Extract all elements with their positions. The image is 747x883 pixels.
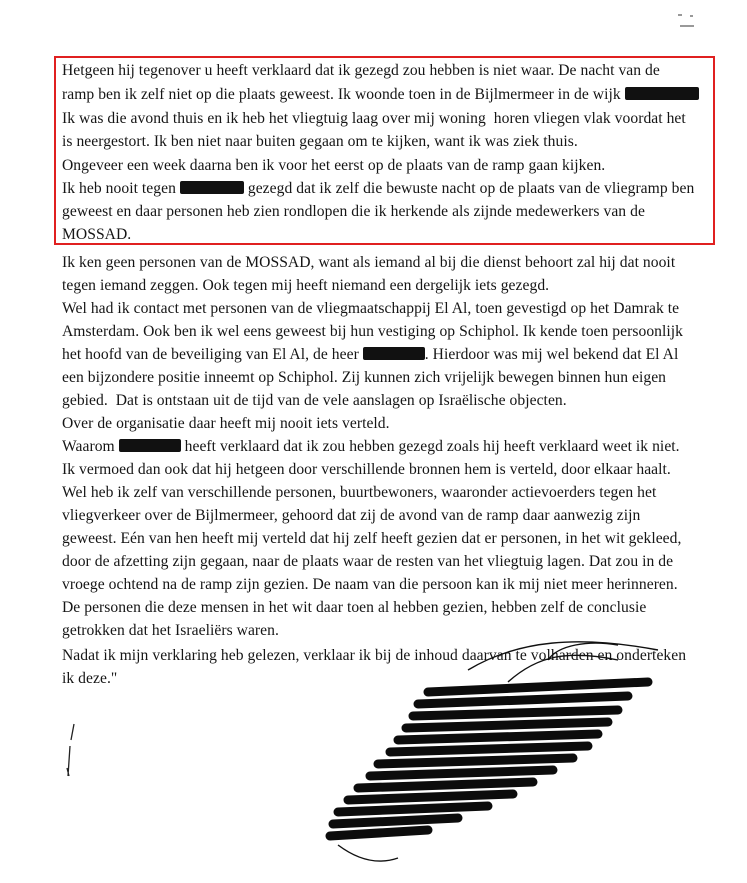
text-line: Ik heb nooit tegen gezegd dat ik zelf die bewuste nacht op de plaats van de vliegramp ben: [62, 180, 695, 197]
text-line: Hetgeen hij tegenover u heeft verklaard dat ik gezegd zou hebben is niet waar. De nacht van de: [62, 62, 660, 79]
text-line: ik deze.": [62, 670, 118, 687]
margin-mark: [58, 720, 88, 780]
text-line: Ongeveer een week daarna ben ik voor het eerst op de plaats van de ramp gaan kijken.: [62, 157, 606, 174]
text-line: Ik was die avond thuis en ik heb het vliegtuig laag over mij woning horen vliegen vlak voordat het: [62, 110, 686, 127]
text-line: Nadat ik mijn verklaring heb gelezen, verklaar ik bij de inhoud daarvan te volharden en onderteken: [62, 647, 687, 664]
redacted-signature-scribble: [318, 630, 678, 880]
text-line: gebied. Dat is ontstaan uit de tijd van de vele aanslagen op Israëlische objecten.: [62, 392, 567, 409]
text-line: Ik ken geen personen van de MOSSAD, want als iemand al bij die dienst behoort zal hij dat nooit: [62, 254, 676, 271]
redaction-bar: [625, 87, 699, 100]
text-line: geweest. Eén van hen heeft mij verteld dat hij zelf heeft gezien dat er personen, in het wit gekleed,: [62, 530, 682, 547]
text-line: Waarom heeft verklaard dat ik zou hebben gezegd zoals hij heeft verklaard weet ik niet.: [62, 438, 680, 455]
text-line: getrokken dat het Israeliërs waren.: [62, 622, 279, 639]
text-line: De personen die deze mensen in het wit daar toen al hebben gezien, hebben zelf de conclusie: [62, 599, 647, 616]
text-line: het hoofd van de beveiliging van El Al, de heer . Hierdoor was mij wel bekend dat El Al: [62, 346, 679, 363]
text-line: door de afzetting zijn gegaan, naar de plaats waar de resten van het vliegtuig lagen. Dat zou in de: [62, 553, 674, 570]
redaction-bar: [180, 181, 244, 194]
text-line: Over de organisatie daar heeft mij nooit iets verteld.: [62, 415, 390, 432]
text-line: vliegverkeer over de Bijlmermeer, gehoord dat zij de avond van de ramp daar aanwezig zijn: [62, 507, 641, 524]
text-line: Wel heb ik zelf van verschillende personen, buurtbewoners, waaronder actievoerders tegen het: [62, 484, 657, 501]
text-line: vroege ochtend na de ramp zijn gezien. De naam van die persoon kan ik mij niet meer herinneren.: [62, 576, 678, 593]
text-line: een bijzondere positie inneemt op Schiphol. Zij kunnen zich vrijelijk bewegen binnen hun eigen: [62, 369, 667, 386]
text-line: Wel had ik contact met personen van de vliegmaatschappij El Al, toen gevestigd op het Damrak te: [62, 300, 680, 317]
text-line: Ik vermoed dan ook dat hij hetgeen door verschillende bronnen hem is verteld, door elkaar haalt.: [62, 461, 671, 478]
text-line: geweest en daar personen heb zien rondlopen die ik herkende als zijnde medewerkers van de: [62, 203, 645, 220]
scan-speck-mark: [668, 10, 708, 30]
redaction-bar: [119, 439, 181, 452]
text-line: Amsterdam. Ook ben ik wel eens geweest bij hun vestiging op Schiphol. Ik kende toen persoonlijk: [62, 323, 684, 340]
text-line: tegen iemand zeggen. Ook tegen mij heeft niemand een dergelijk iets gezegd.: [62, 277, 550, 294]
redaction-bar: [363, 347, 425, 360]
text-line: is neergestort. Ik ben niet naar buiten gegaan om te kijken, want ik was ziek thuis.: [62, 133, 578, 150]
text-line: ramp ben ik zelf niet op die plaats geweest. Ik woonde toen in de Bijlmermeer in de wijk: [62, 85, 699, 105]
text-line: MOSSAD.: [62, 226, 132, 243]
